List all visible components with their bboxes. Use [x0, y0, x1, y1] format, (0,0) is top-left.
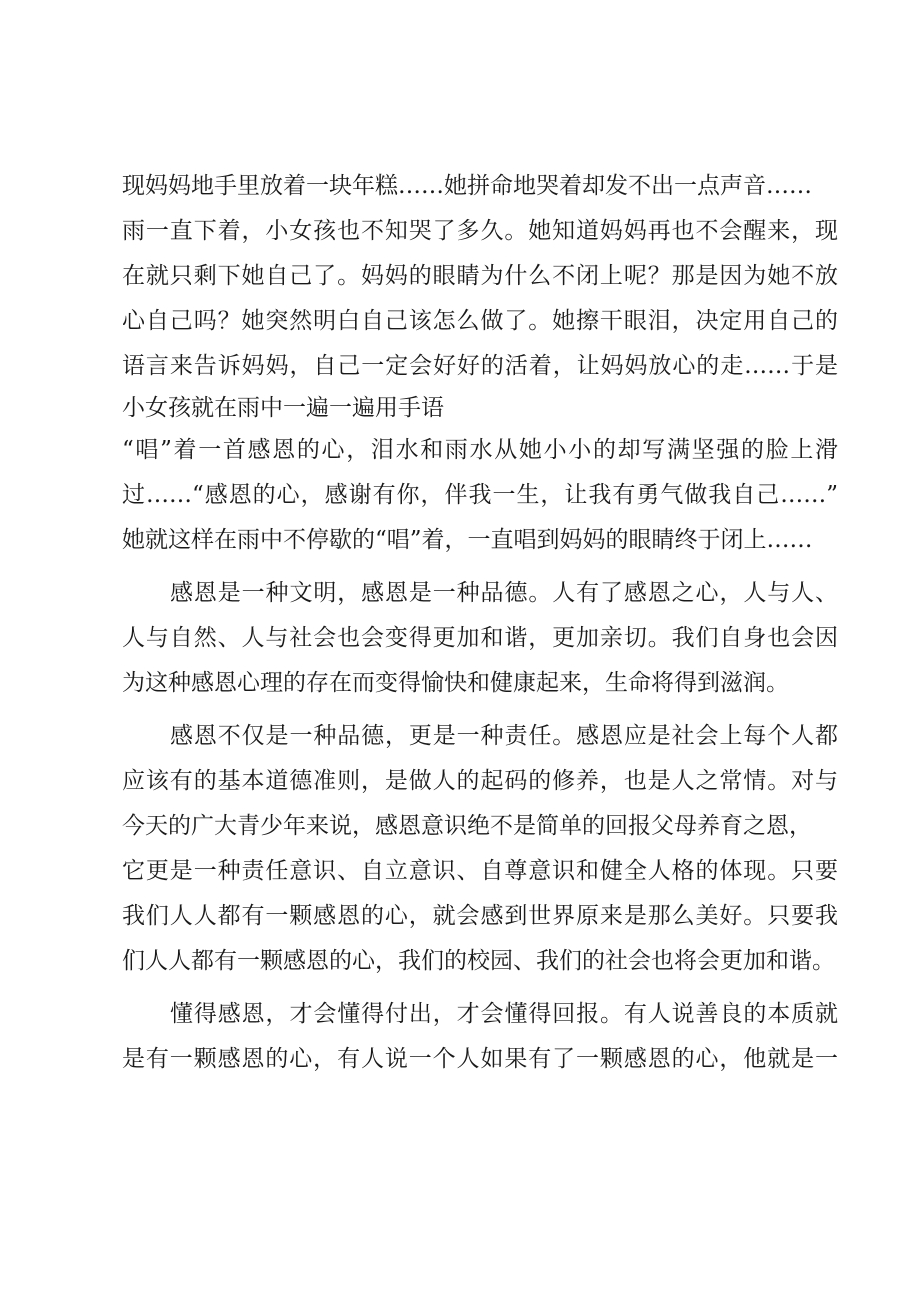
text-line: 们人人都有一颗感恩的心，我们的校园、我们的社会也将会更加和谐。: [122, 948, 835, 974]
text-line: “唱”着一首感恩的心，泪水和雨水从她小小的却写满坚强的脸上滑: [122, 437, 838, 463]
text-line: 它更是一种责任意识、自立意识、自尊意识和健全人格的体现。只要: [122, 858, 838, 884]
text-line: 人与自然、人与社会也会变得更加和谐，更加亲切。我们自身也会因: [122, 625, 838, 651]
text-line: 雨一直下着，小女孩也不知哭了多久。她知道妈妈再也不会醒来，现: [122, 218, 838, 244]
text-line: 是有一颗感恩的心，有人说一个人如果有了一颗感恩的心，他就是一: [122, 1046, 838, 1072]
paragraph-gap: [122, 706, 838, 714]
text-line: 心自己吗？她突然明白自己该怎么做了。她擦干眼泪，决定用自己的: [122, 308, 838, 334]
paragraph-gap: [122, 984, 838, 992]
paragraph-gap: [122, 563, 838, 571]
paragraph-first-line: 懂得感恩，才会懂得付出，才会懂得回报。有人说善良的本质就: [170, 1001, 838, 1027]
paragraph-first-line: 感恩不仅是一种品德，更是一种责任。感恩应是社会上每个人都: [170, 723, 838, 749]
text-line: 我们人人都有一颗感恩的心，就会感到世界原来是那么美好。只要我: [122, 903, 838, 929]
text-line: 语言来告诉妈妈，自己一定会好好的活着，让妈妈放心的走……于是: [122, 353, 838, 379]
text-line: 现妈妈地手里放着一块年糕……她拼命地哭着却发不出一点声音……: [122, 173, 812, 199]
paragraph-first-line: 感恩是一种文明，感恩是一种品德。人有了感恩之心，人与人、: [170, 580, 838, 606]
text-line: 应该有的基本道德准则，是做人的起码的修养，也是人之常情。对与: [122, 768, 838, 794]
text-line: 她就这样在雨中不停歇的“唱”着，一直唱到妈妈的眼睛终于闭上……: [122, 527, 813, 553]
text-line: 小女孩就在雨中一遍一遍用手语: [122, 395, 444, 421]
text-line: 过……“感恩的心，感谢有你，伴我一生，让我有勇气做我自己……”: [122, 482, 838, 508]
text-line: 在就只剩下她自己了。妈妈的眼睛为什么不闭上呢？那是因为她不放: [122, 263, 838, 289]
document-body: [122, 164, 838, 1082]
text-line: 为这种感恩心理的存在而变得愉快和健康起来，生命将得到滋润。: [122, 670, 789, 696]
text-line: 今天的广大青少年来说，感恩意识绝不是简单的回报父母养育之恩，: [122, 813, 812, 839]
